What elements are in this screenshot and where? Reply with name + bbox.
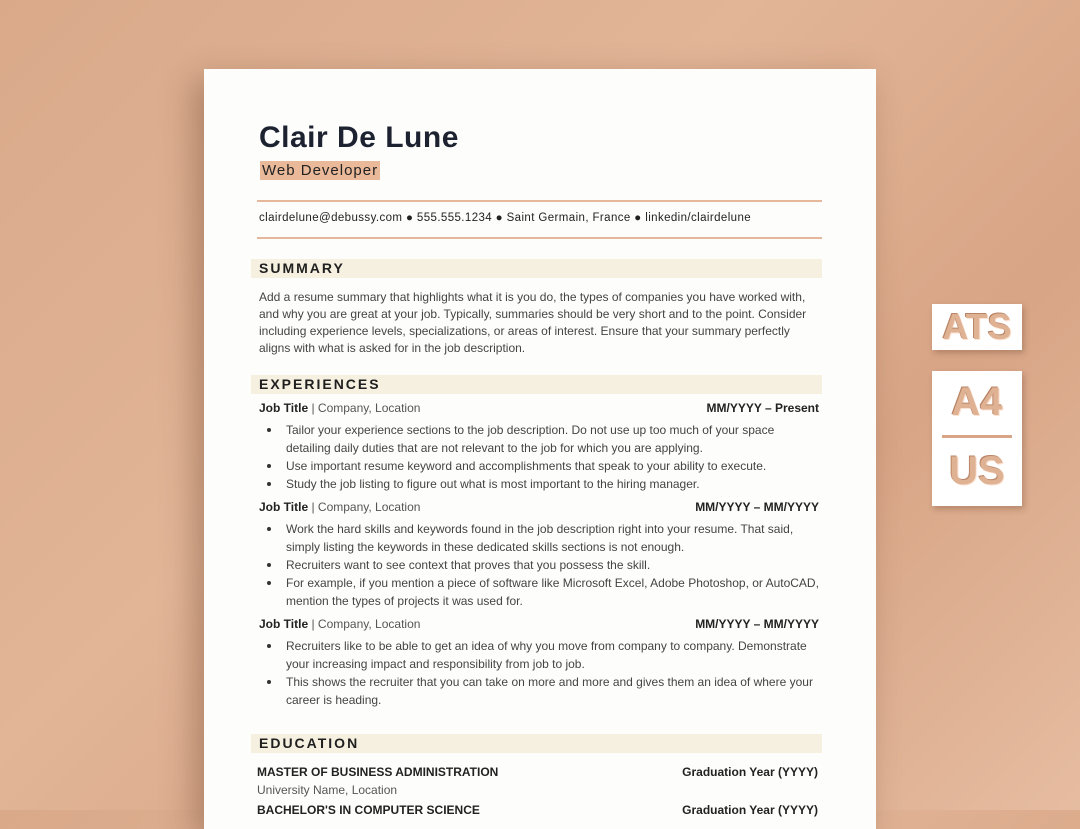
- degree: BACHELOR'S IN COMPUTER SCIENCE: [257, 803, 480, 817]
- bullet: This shows the recruiter that you can take on more and more and gives them an idea of where your career is heading.: [259, 673, 819, 709]
- job-dates: MM/YYYY – Present: [706, 401, 819, 415]
- job-company: | Company, Location: [308, 617, 421, 631]
- bullet: Recruiters like to be able to get an idea of why you move from company to company. Demonstrate your increasing impact and responsibility from job to job.: [259, 637, 819, 673]
- summary-text: Add a resume summary that highlights what it is you do, the types of companies you have worked with, and why you are great at your job. Typically, summaries should be very short and to the point. Consider including experience levels, specializations, or areas of interest. Ensure that your summary perfectly aligns with what is asked for in the job description.: [259, 290, 807, 355]
- job-title: Job Title: [259, 401, 309, 415]
- resume-page: [204, 69, 876, 829]
- job-role: Web Developer: [262, 162, 379, 179]
- divider: [257, 237, 822, 239]
- contact-line: clairdelune@debussy.com ● 555.555.1234 ● Saint Germain, France ● linkedin/clairdelune: [259, 212, 752, 224]
- paper-size-badge: [932, 371, 1022, 506]
- graduation-year: Graduation Year (YYYY): [682, 765, 818, 779]
- job-entry: [259, 399, 819, 493]
- job-entry: [259, 615, 819, 709]
- section-heading-education: EDUCATION: [251, 734, 822, 753]
- school: University Name, Location: [257, 783, 398, 797]
- experience-list: [259, 399, 819, 709]
- graduation-year: Graduation Year (YYYY): [682, 803, 818, 817]
- degree: MASTER OF BUSINESS ADMINISTRATION: [257, 765, 499, 779]
- job-title: Job Title: [259, 500, 309, 514]
- bullet: For example, if you mention a piece of software like Microsoft Excel, Adobe Photoshop, or AutoCAD, mention the types of projects it was used for.: [259, 574, 819, 610]
- bullet: Study the job listing to figure out what is most important to the hiring manager.: [259, 475, 819, 493]
- bullet: Work the hard skills and keywords found in the job description right into your resume. That said, simply listing the keywords in these dedicated skills sections is not enough.: [259, 520, 819, 556]
- job-company: | Company, Location: [308, 401, 421, 415]
- bullet: Tailor your experience sections to the job description. Do not use up too much of your space detailing daily duties that are not relevant to the job for which you are applying.: [259, 421, 819, 457]
- job-dates: MM/YYYY – MM/YYYY: [695, 617, 819, 631]
- job-entry: [259, 498, 819, 610]
- us-label: US: [949, 449, 1005, 493]
- candidate-name: Clair De Lune: [259, 121, 459, 154]
- job-company: | Company, Location: [308, 500, 421, 514]
- job-dates: MM/YYYY – MM/YYYY: [695, 500, 819, 514]
- a4-label: A4: [951, 380, 1003, 424]
- ats-badge: ATS: [932, 304, 1022, 350]
- section-heading-experiences: EXPERIENCES: [251, 375, 822, 394]
- job-title: Job Title: [259, 617, 309, 631]
- bullet: Recruiters want to see context that proves that you possess the skill.: [259, 556, 819, 574]
- education-list: [257, 763, 818, 819]
- section-heading-summary: SUMMARY: [251, 259, 822, 278]
- badge-divider: [942, 435, 1012, 438]
- divider: [257, 200, 822, 202]
- bullet: Use important resume keyword and accomplishments that speak to your ability to execute.: [259, 457, 819, 475]
